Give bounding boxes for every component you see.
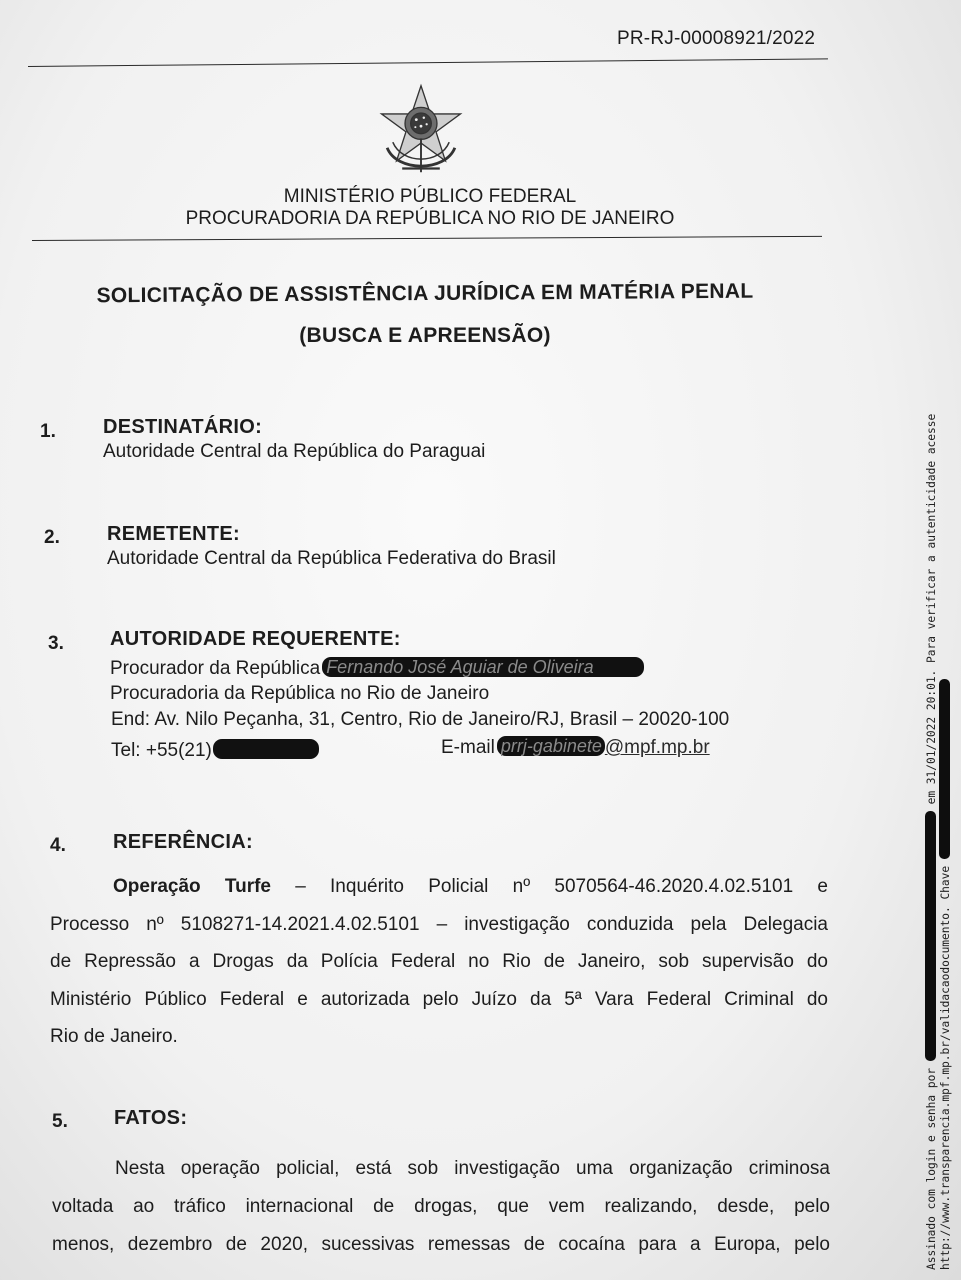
section-1-number: 1. — [40, 421, 56, 442]
institution-name: MINISTÉRIO PÚBLICO FEDERAL — [283, 186, 577, 207]
section-3-heading: AUTORIDADE REQUERENTE: — [110, 628, 401, 650]
email-domain-link[interactable]: @mpf.mp.br — [604, 737, 710, 758]
section-4-paragraph — [50, 868, 828, 1056]
email-line — [441, 736, 710, 759]
redacted-name: Fernando José Aguiar de Oliveira — [322, 657, 644, 677]
procurador-label: Procurador da República — [110, 658, 321, 679]
signature-line-1: Assinado com login e senha por em 31/01/2022 20:01. Para verificar a autenticidade acesse — [925, 413, 938, 1270]
institution-subname: PROCURADORIA DA REPÚBLICA NO RIO DE JANEIRO — [185, 208, 675, 229]
email-label: E-mail — [441, 737, 495, 758]
signature-stamp — [925, 170, 953, 1270]
section-4-number: 4. — [50, 835, 66, 856]
document-number: PR-RJ-00008921/2022 — [617, 28, 816, 49]
section-4-line-2: Processo nº 5108271-14.2021.4.02.5101 – investigação conduzida pela Delegacia — [50, 913, 828, 935]
procurador-line — [110, 657, 644, 680]
top-rule — [28, 58, 828, 67]
section-4-heading: REFERÊNCIA: — [113, 831, 253, 853]
redacted-phone — [213, 739, 319, 759]
section-3-number: 3. — [48, 633, 64, 654]
section-5-line-1: Nesta operação policial, está sob investigação uma organização criminosa — [115, 1158, 830, 1179]
section-2-text: Autoridade Central da República Federativa do Brasil — [107, 548, 556, 569]
section-4-line-3: de Repressão a Drogas da Polícia Federal no Rio de Janeiro, sob supervisão do — [50, 951, 828, 972]
section-4-line-1: Operação Turfe – Inquérito Policial nº 5070564-46.2020.4.02.5101 e — [113, 876, 828, 897]
tel-label: Tel: +55(21) — [111, 740, 212, 761]
office-line: Procuradoria da República no Rio de Janeiro — [110, 683, 490, 704]
redacted-signer — [925, 811, 936, 1061]
section-1-text: Autoridade Central da República do Paraguai — [103, 441, 486, 462]
document-title: SOLICITAÇÃO DE ASSISTÊNCIA JURÍDICA EM MATÉRIA PENAL — [96, 279, 754, 308]
section-2-heading: REMETENTE: — [107, 523, 240, 545]
header-rule — [32, 236, 822, 241]
coat-of-arms-icon — [374, 82, 468, 176]
section-5-line-3: menos, dezembro de 2020, sucessivas remessas de cocaína para a Europa, pelo — [52, 1234, 830, 1255]
document-subtitle: (BUSCA E APREENSÃO) — [299, 324, 551, 347]
section-5-heading: FATOS: — [114, 1107, 188, 1129]
redacted-email: prrj-gabinete — [497, 736, 605, 756]
section-5-number: 5. — [52, 1111, 68, 1132]
address-line: End: Av. Nilo Peçanha, 31, Centro, Rio de Janeiro/RJ, Brasil – 20020-100 — [111, 709, 730, 730]
redacted-key — [939, 679, 950, 859]
section-1-heading: DESTINATÁRIO: — [103, 416, 263, 438]
section-2-number: 2. — [44, 527, 60, 548]
signature-line-2: http://www.transparencia.mpf.mp.br/validacaodocumento. Chave — [939, 170, 953, 1270]
section-5-paragraph — [52, 1150, 830, 1264]
tel-line — [111, 739, 319, 762]
section-4-line-5: Rio de Janeiro. — [50, 1026, 178, 1047]
operation-name: Operação Turfe — [113, 876, 271, 897]
section-5-line-2: voltada ao tráfico internacional de drogas, que vem realizando, desde, pelo — [52, 1196, 830, 1217]
section-4-line-4: Ministério Público Federal e autorizada pelo Juízo da 5ª Vara Federal Criminal do — [50, 988, 828, 1010]
